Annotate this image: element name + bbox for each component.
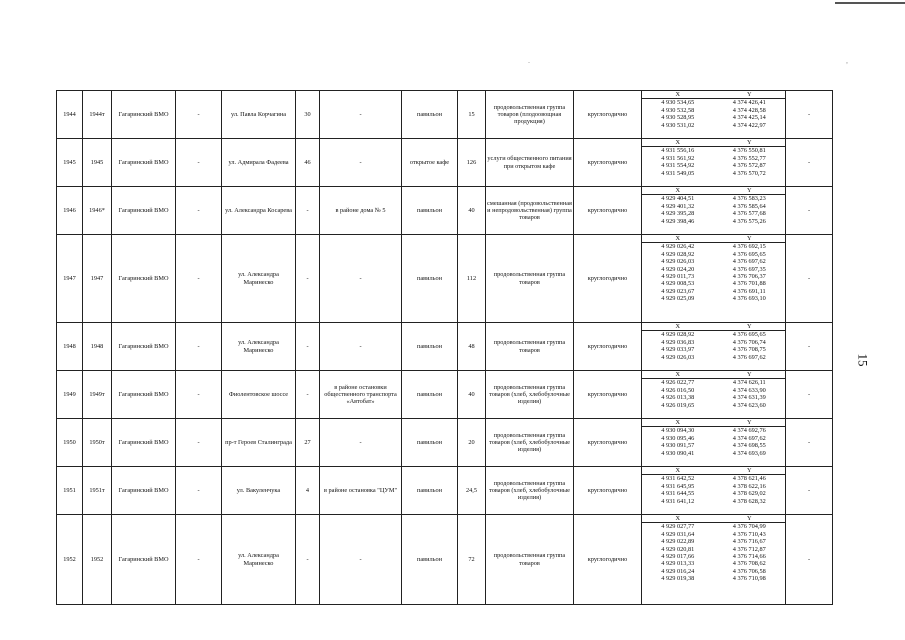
- coord-x-value: 4 926 022,77: [661, 379, 695, 387]
- object-id-cell: 1946*: [83, 187, 112, 235]
- district-cell: Гагаринский ВМО: [112, 187, 176, 235]
- coord-y-value: 4 376 585,64: [732, 202, 766, 210]
- specialization-cell: продовольственная группа товаров: [486, 515, 574, 605]
- coord-y-value: 4 376 716,67: [732, 538, 766, 546]
- street-address-cell: ул. Адмирала Фадеева: [222, 139, 296, 187]
- house-number-cell: 46: [296, 139, 320, 187]
- row-number-cell: 1950: [57, 419, 83, 467]
- house-number-cell: 27: [296, 419, 320, 467]
- operating-period-cell: круглогодично: [574, 419, 642, 467]
- column-4-value-cell: -: [176, 467, 222, 515]
- coord-y-value: 4 376 697,62: [732, 353, 766, 361]
- landmark-cell: -: [320, 91, 402, 139]
- object-id-cell: 1951т: [83, 467, 112, 515]
- coord-x-value: 4 929 013,33: [661, 560, 695, 568]
- street-address-cell: пр-т Героев Сталинграда: [222, 419, 296, 467]
- specialization-cell: продовольственная группа товаров: [486, 323, 574, 371]
- coord-y-value: 4 374 422,97: [732, 121, 766, 129]
- coord-x-value: 4 929 033,97: [661, 346, 695, 354]
- specialization-cell: продовольственная группа товаров (плодоовощная продукция): [486, 91, 574, 139]
- coord-x-header: X: [642, 139, 714, 147]
- coord-x-value: 4 929 031,64: [661, 530, 695, 538]
- scan-speck: .: [528, 56, 530, 65]
- coord-y-header: Y: [714, 235, 786, 243]
- table-row: [57, 187, 833, 235]
- house-number-cell: -: [296, 235, 320, 323]
- coord-x-value: 4 929 404,51: [661, 195, 695, 203]
- district-cell: Гагаринский ВМО: [112, 371, 176, 419]
- coord-x-value: 4 926 016,50: [661, 386, 695, 394]
- landmark-cell: -: [320, 515, 402, 605]
- coordinates-cell: [642, 323, 786, 371]
- row-number-cell: 1949: [57, 371, 83, 419]
- coord-x-header: X: [642, 91, 714, 99]
- object-id-cell: 1952: [83, 515, 112, 605]
- coordinates-grid: [642, 419, 785, 457]
- object-type-cell: павильон: [402, 323, 458, 371]
- operating-period-cell: круглогодично: [574, 139, 642, 187]
- column-4-value-cell: -: [176, 371, 222, 419]
- coord-y-value: 4 376 583,23: [732, 195, 766, 203]
- specialization-cell: услуги общественного питания при открытом кафе: [486, 139, 574, 187]
- note-cell: -: [786, 91, 833, 139]
- kiosk-placement-table: [56, 90, 833, 605]
- specialization-cell: продовольственная группа товаров (хлеб, хлебобулочные изделия): [486, 371, 574, 419]
- landmark-cell: в районе остановки общественного транспорта «Автобат»: [320, 371, 402, 419]
- coord-x-value: 4 930 095,46: [661, 434, 695, 442]
- coordinates-grid: [642, 139, 785, 177]
- coord-y-value: 4 378 621,46: [732, 475, 766, 483]
- coord-y-value: 4 376 577,68: [732, 210, 766, 218]
- coord-y-value: 4 378 629,02: [732, 490, 766, 498]
- coord-y-value: 4 374 697,62: [732, 434, 766, 442]
- coord-y-value: 4 376 706,58: [732, 567, 766, 575]
- top-rule: [835, 2, 905, 4]
- coord-y-header: Y: [714, 91, 786, 99]
- district-cell: Гагаринский ВМО: [112, 467, 176, 515]
- coordinates-cell: [642, 419, 786, 467]
- coordinates-cell: [642, 467, 786, 515]
- area-cell: 40: [458, 371, 486, 419]
- coord-y-value: 4 376 552,77: [732, 154, 766, 162]
- street-address-cell: ул. Вакуленчука: [222, 467, 296, 515]
- coord-y-value: 4 376 697,62: [732, 258, 766, 266]
- note-cell: -: [786, 371, 833, 419]
- coord-y-value: 4 376 550,81: [732, 147, 766, 155]
- operating-period-cell: круглогодично: [574, 371, 642, 419]
- table-row: [57, 235, 833, 323]
- coord-x-value: 4 929 011,73: [661, 273, 695, 281]
- operating-period-cell: круглогодично: [574, 323, 642, 371]
- coordinates-grid: [642, 371, 785, 409]
- coord-y-header: Y: [714, 323, 786, 331]
- column-4-value-cell: -: [176, 515, 222, 605]
- coord-x-value: 4 930 090,41: [661, 449, 695, 457]
- coord-x-header: X: [642, 235, 714, 243]
- table-row: [57, 139, 833, 187]
- coord-x-value: 4 929 023,67: [661, 287, 695, 295]
- coord-y-value: 4 376 710,98: [732, 575, 766, 583]
- object-type-cell: павильон: [402, 371, 458, 419]
- coordinates-cell: [642, 187, 786, 235]
- coordinates-grid: [642, 187, 785, 225]
- coord-x-value: 4 929 026,03: [661, 353, 695, 361]
- row-number-cell: 1952: [57, 515, 83, 605]
- street-address-cell: ул. Павла Корчагина: [222, 91, 296, 139]
- coord-y-value: 4 374 425,14: [732, 114, 766, 122]
- coord-y-value: 4 376 706,74: [732, 338, 766, 346]
- coord-y-value: 4 374 426,41: [732, 99, 766, 107]
- landmark-cell: -: [320, 419, 402, 467]
- district-cell: Гагаринский ВМО: [112, 91, 176, 139]
- coord-x-value: 4 926 013,38: [661, 394, 695, 402]
- operating-period-cell: круглогодично: [574, 515, 642, 605]
- coord-x-header: X: [642, 467, 714, 475]
- coord-x-value: 4 930 528,95: [661, 114, 695, 122]
- specialization-cell: смешанная (продовольственная и непродовольственная) группа товаров: [486, 187, 574, 235]
- coordinates-cell: [642, 91, 786, 139]
- note-cell: -: [786, 419, 833, 467]
- table-row: [57, 371, 833, 419]
- coord-y-value: 4 376 697,35: [732, 265, 766, 273]
- coord-y-value: 4 376 701,88: [732, 280, 766, 288]
- column-4-value-cell: -: [176, 139, 222, 187]
- coord-x-header: X: [642, 187, 714, 195]
- object-type-cell: павильон: [402, 187, 458, 235]
- coord-x-value: 4 929 026,03: [661, 258, 695, 266]
- coord-x-value: 4 930 532,58: [661, 106, 695, 114]
- specialization-cell: продовольственная группа товаров: [486, 235, 574, 323]
- operating-period-cell: круглогодично: [574, 235, 642, 323]
- coord-y-value: 4 376 692,15: [732, 243, 766, 251]
- coordinates-cell: [642, 371, 786, 419]
- district-cell: Гагаринский ВМО: [112, 235, 176, 323]
- street-address-cell: ул. Александра Маринеско: [222, 235, 296, 323]
- district-cell: Гагаринский ВМО: [112, 323, 176, 371]
- note-cell: -: [786, 139, 833, 187]
- coord-x-value: 4 931 556,16: [661, 147, 695, 155]
- table-row: [57, 91, 833, 139]
- coord-x-value: 4 929 016,24: [661, 567, 695, 575]
- coord-y-value: 4 376 572,87: [732, 162, 766, 170]
- row-number-cell: 1947: [57, 235, 83, 323]
- coord-x-value: 4 929 019,38: [661, 575, 695, 583]
- specialization-cell: продовольственная группа товаров (хлеб, хлебобулочные изделия): [486, 419, 574, 467]
- coordinates-grid: [642, 323, 785, 361]
- house-number-cell: 30: [296, 91, 320, 139]
- page-number: 15: [855, 353, 871, 367]
- coord-x-value: 4 929 401,32: [661, 202, 695, 210]
- coord-y-value: 4 378 628,32: [732, 497, 766, 505]
- object-id-cell: 1948: [83, 323, 112, 371]
- coord-x-value: 4 929 025,09: [661, 295, 695, 303]
- coord-x-value: 4 929 022,89: [661, 538, 695, 546]
- coord-y-header: Y: [714, 515, 786, 523]
- row-number-cell: 1951: [57, 467, 83, 515]
- street-address-cell: ул. Александра Косарева: [222, 187, 296, 235]
- row-number-cell: 1944: [57, 91, 83, 139]
- table-body: [57, 91, 833, 605]
- coord-y-header: Y: [714, 467, 786, 475]
- coord-x-header: X: [642, 515, 714, 523]
- coordinates-cell: [642, 235, 786, 323]
- row-number-cell: 1948: [57, 323, 83, 371]
- coord-x-header: X: [642, 419, 714, 427]
- landmark-cell: -: [320, 139, 402, 187]
- street-address-cell: Фиолентовское шоссе: [222, 371, 296, 419]
- house-number-cell: -: [296, 323, 320, 371]
- coord-x-value: 4 926 019,65: [661, 401, 695, 409]
- coordinates-grid: [642, 235, 785, 303]
- landmark-cell: -: [320, 235, 402, 323]
- landmark-cell: -: [320, 323, 402, 371]
- house-number-cell: 4: [296, 467, 320, 515]
- coord-x-header: X: [642, 371, 714, 379]
- coord-x-value: 4 929 026,42: [661, 243, 695, 251]
- note-cell: -: [786, 187, 833, 235]
- coord-y-value: 4 374 633,90: [732, 386, 766, 394]
- coord-y-value: 4 376 710,43: [732, 530, 766, 538]
- scan-speck: ,: [846, 56, 848, 65]
- coord-x-value: 4 931 549,05: [661, 169, 695, 177]
- coord-y-value: 4 374 698,55: [732, 442, 766, 450]
- coord-x-value: 4 930 534,65: [661, 99, 695, 107]
- coord-y-header: Y: [714, 139, 786, 147]
- column-4-value-cell: -: [176, 235, 222, 323]
- object-type-cell: павильон: [402, 419, 458, 467]
- column-4-value-cell: -: [176, 419, 222, 467]
- coord-y-value: 4 376 708,62: [732, 560, 766, 568]
- object-id-cell: 1949т: [83, 371, 112, 419]
- coord-y-value: 4 374 626,11: [732, 379, 766, 387]
- note-cell: -: [786, 515, 833, 605]
- coord-x-value: 4 931 645,95: [661, 482, 695, 490]
- area-cell: 126: [458, 139, 486, 187]
- coordinates-grid: [642, 515, 785, 583]
- district-cell: Гагаринский ВМО: [112, 139, 176, 187]
- street-address-cell: ул. Александра Маринеско: [222, 515, 296, 605]
- coord-y-value: 4 376 712,87: [732, 545, 766, 553]
- object-type-cell: павильон: [402, 235, 458, 323]
- object-type-cell: открытое кафе: [402, 139, 458, 187]
- coord-y-value: 4 376 575,26: [732, 217, 766, 225]
- specialization-cell: продовольственная группа товаров (хлеб, хлебобулочные изделия): [486, 467, 574, 515]
- district-cell: Гагаринский ВМО: [112, 515, 176, 605]
- object-id-cell: 1950т: [83, 419, 112, 467]
- coord-x-value: 4 929 020,81: [661, 545, 695, 553]
- coord-x-value: 4 930 091,57: [661, 442, 695, 450]
- coord-y-value: 4 376 706,37: [732, 273, 766, 281]
- coord-y-value: 4 376 695,65: [732, 250, 766, 258]
- coordinates-grid: [642, 467, 785, 505]
- area-cell: 48: [458, 323, 486, 371]
- coord-x-value: 4 929 398,46: [661, 217, 695, 225]
- coord-y-value: 4 374 623,60: [732, 401, 766, 409]
- operating-period-cell: круглогодично: [574, 91, 642, 139]
- object-id-cell: 1947: [83, 235, 112, 323]
- coordinates-cell: [642, 515, 786, 605]
- coord-x-header: X: [642, 323, 714, 331]
- coordinates-cell: [642, 139, 786, 187]
- object-id-cell: 1944т: [83, 91, 112, 139]
- area-cell: 112: [458, 235, 486, 323]
- column-4-value-cell: -: [176, 323, 222, 371]
- coord-x-value: 4 929 028,92: [661, 250, 695, 258]
- coord-y-value: 4 378 622,16: [732, 482, 766, 490]
- coord-y-value: 4 374 693,69: [732, 449, 766, 457]
- coord-x-value: 4 931 641,12: [661, 497, 695, 505]
- coordinates-grid: [642, 91, 785, 129]
- coord-y-value: 4 376 714,66: [732, 553, 766, 561]
- object-type-cell: павильон: [402, 91, 458, 139]
- house-number-cell: -: [296, 187, 320, 235]
- landmark-cell: в районе остановка "ЦУМ": [320, 467, 402, 515]
- note-cell: -: [786, 235, 833, 323]
- area-cell: 20: [458, 419, 486, 467]
- coord-x-value: 4 929 008,53: [661, 280, 695, 288]
- column-4-value-cell: -: [176, 91, 222, 139]
- coord-x-value: 4 929 027,77: [661, 523, 695, 531]
- coord-y-value: 4 374 692,76: [732, 427, 766, 435]
- object-type-cell: павильон: [402, 515, 458, 605]
- coord-y-value: 4 376 708,75: [732, 346, 766, 354]
- coord-x-value: 4 930 531,02: [661, 121, 695, 129]
- coord-y-value: 4 376 570,72: [732, 169, 766, 177]
- table-row: [57, 467, 833, 515]
- coord-x-value: 4 929 395,28: [661, 210, 695, 218]
- house-number-cell: -: [296, 515, 320, 605]
- coord-x-value: 4 929 036,83: [661, 338, 695, 346]
- operating-period-cell: круглогодично: [574, 467, 642, 515]
- note-cell: -: [786, 323, 833, 371]
- coord-y-value: 4 376 695,65: [732, 331, 766, 339]
- coord-x-value: 4 931 642,52: [661, 475, 695, 483]
- table-row: [57, 419, 833, 467]
- coord-y-header: Y: [714, 187, 786, 195]
- row-number-cell: 1945: [57, 139, 83, 187]
- table-row: [57, 515, 833, 605]
- operating-period-cell: круглогодично: [574, 187, 642, 235]
- coord-y-value: 4 376 693,10: [732, 295, 766, 303]
- note-cell: -: [786, 467, 833, 515]
- coord-x-value: 4 930 094,30: [661, 427, 695, 435]
- row-number-cell: 1946: [57, 187, 83, 235]
- district-cell: Гагаринский ВМО: [112, 419, 176, 467]
- coord-x-value: 4 929 017,66: [661, 553, 695, 561]
- area-cell: 15: [458, 91, 486, 139]
- table-row: [57, 323, 833, 371]
- object-type-cell: павильон: [402, 467, 458, 515]
- house-number-cell: -: [296, 371, 320, 419]
- coord-x-value: 4 929 028,92: [661, 331, 695, 339]
- coord-x-value: 4 929 024,20: [661, 265, 695, 273]
- area-cell: 24,5: [458, 467, 486, 515]
- coord-y-value: 4 376 704,99: [732, 523, 766, 531]
- column-4-value-cell: -: [176, 187, 222, 235]
- coord-y-header: Y: [714, 371, 786, 379]
- coord-x-value: 4 931 554,92: [661, 162, 695, 170]
- street-address-cell: ул. Александра Маринеско: [222, 323, 296, 371]
- landmark-cell: в районе дома № 5: [320, 187, 402, 235]
- area-cell: 72: [458, 515, 486, 605]
- object-id-cell: 1945: [83, 139, 112, 187]
- coord-y-value: 4 374 428,58: [732, 106, 766, 114]
- coord-y-header: Y: [714, 419, 786, 427]
- coord-y-value: 4 374 631,39: [732, 394, 766, 402]
- coord-x-value: 4 931 561,92: [661, 154, 695, 162]
- area-cell: 40: [458, 187, 486, 235]
- coord-y-value: 4 376 691,11: [732, 287, 766, 295]
- coord-x-value: 4 931 644,55: [661, 490, 695, 498]
